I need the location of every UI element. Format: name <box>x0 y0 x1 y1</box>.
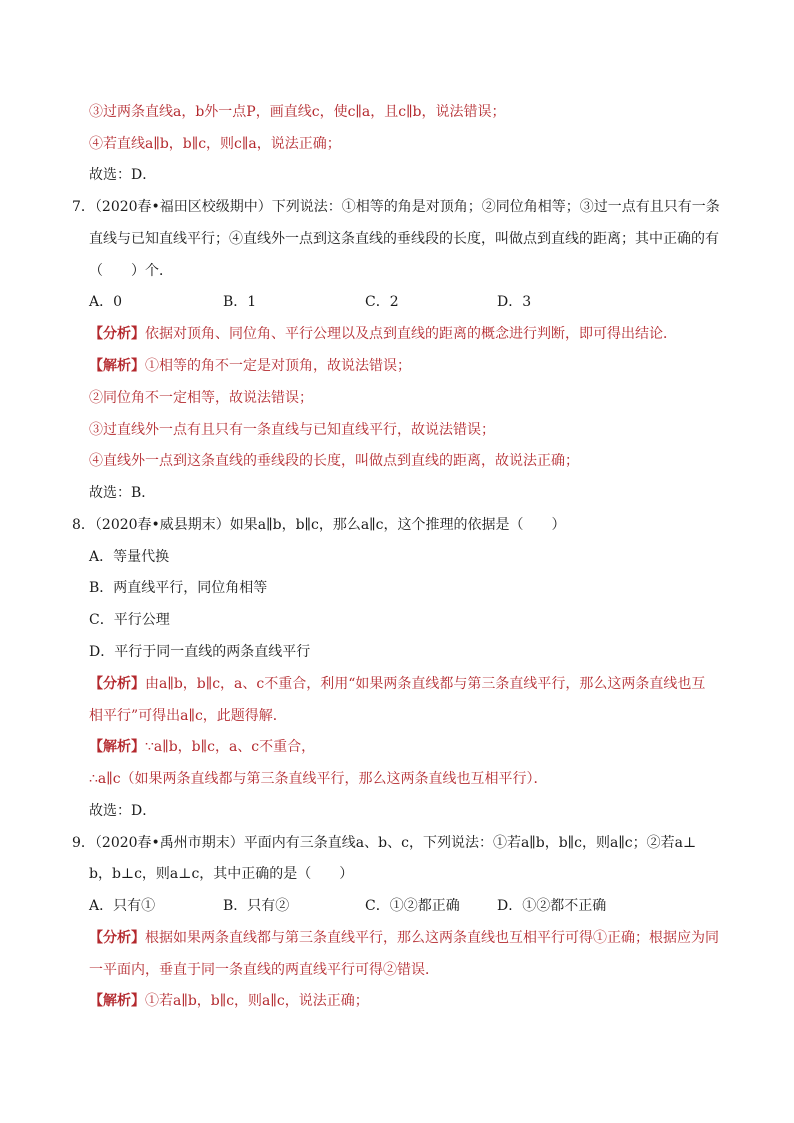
answer-line: 故选：B． <box>89 485 156 501</box>
question-7-stem-cont: （ ）个． <box>89 263 173 279</box>
option-d: D．①②都不正确 <box>497 898 607 914</box>
question-7-stem-cont: 直线与已知直线平行；④直线外一点到这条直线的垂线段的长度，叫做点到直线的距离；其中正确的有 <box>89 231 719 247</box>
option-d: D．3 <box>497 294 532 310</box>
solution-line: 【解析】①若a∥b，b∥c，则a∥c，说法正确； <box>89 993 369 1009</box>
option-b: B．1 <box>223 294 257 310</box>
question-7-stem: 7．（2020春•福田区校级期中）下列说法：①相等的角是对顶角；②同位角相等；③过一点有且只有一条 <box>72 199 720 215</box>
question-9-stem: 9．（2020春•禹州市期末）平面内有三条直线a、b、c，下列说法：①若a∥b，b∥c，则a∥c；②若a⊥ <box>72 835 697 851</box>
option-c: C．①②都正确 <box>365 898 460 914</box>
analysis-line: 【分析】由a∥b，b∥c，a、c不重合，利用“如果两条直线都与第三条直线平行，那么这两条直线也互 <box>89 676 706 692</box>
option-c: C．2 <box>365 294 399 310</box>
option-b: B．两直线平行，同位角相等 <box>89 580 268 596</box>
answer-line: 故选：D． <box>89 803 157 819</box>
analysis-line: 【分析】根据如果两条直线都与第三条直线平行，那么这两条直线也互相平行可得①正确；根据应为同 <box>89 930 719 946</box>
solution-line: ④若直线a∥b，b∥c，则c∥a，说法正确； <box>89 136 341 152</box>
option-b: B．只有② <box>223 898 290 914</box>
option-c: C．平行公理 <box>89 612 170 628</box>
solution-line: 【解析】∵a∥b，b∥c，a、c不重合， <box>89 739 316 755</box>
analysis-line: 相平行”可得出a∥c，此题得解． <box>89 708 287 724</box>
option-d: D．平行于同一直线的两条直线平行 <box>89 644 311 660</box>
question-9-stem-cont: b，b⊥c，则a⊥c，其中正确的是（ ） <box>89 866 354 882</box>
solution-line: ②同位角不一定相等，故说法错误； <box>89 390 313 406</box>
question-8-stem: 8．（2020春•威县期末）如果a∥b，b∥c，那么a∥c，这个推理的依据是（ ） <box>72 517 566 533</box>
answer-line: 故选：D． <box>89 167 157 183</box>
analysis-line: 【分析】依据对顶角、同位角、平行公理以及点到直线的距离的概念进行判断，即可得出结论． <box>89 326 677 342</box>
solution-line: ∴a∥c（如果两条直线都与第三条直线平行，那么这两条直线也互相平行）． <box>89 771 548 787</box>
option-a: A．等量代换 <box>89 549 170 565</box>
solution-line: ④直线外一点到这条直线的垂线段的长度，叫做点到直线的距离，故说法正确； <box>89 453 579 469</box>
solution-line: ③过两条直线a，b外一点P，画直线c，使c∥a，且c∥b，说法错误； <box>89 104 506 120</box>
analysis-line: 一平面内，垂直于同一条直线的两直线平行可得②错误． <box>89 962 439 978</box>
solution-line: 【解析】①相等的角不一定是对顶角，故说法错误； <box>89 358 411 374</box>
option-a: A．只有① <box>89 898 156 914</box>
solution-line: ③过直线外一点有且只有一条直线与已知直线平行，故说法错误； <box>89 422 495 438</box>
option-a: A．0 <box>89 294 123 310</box>
